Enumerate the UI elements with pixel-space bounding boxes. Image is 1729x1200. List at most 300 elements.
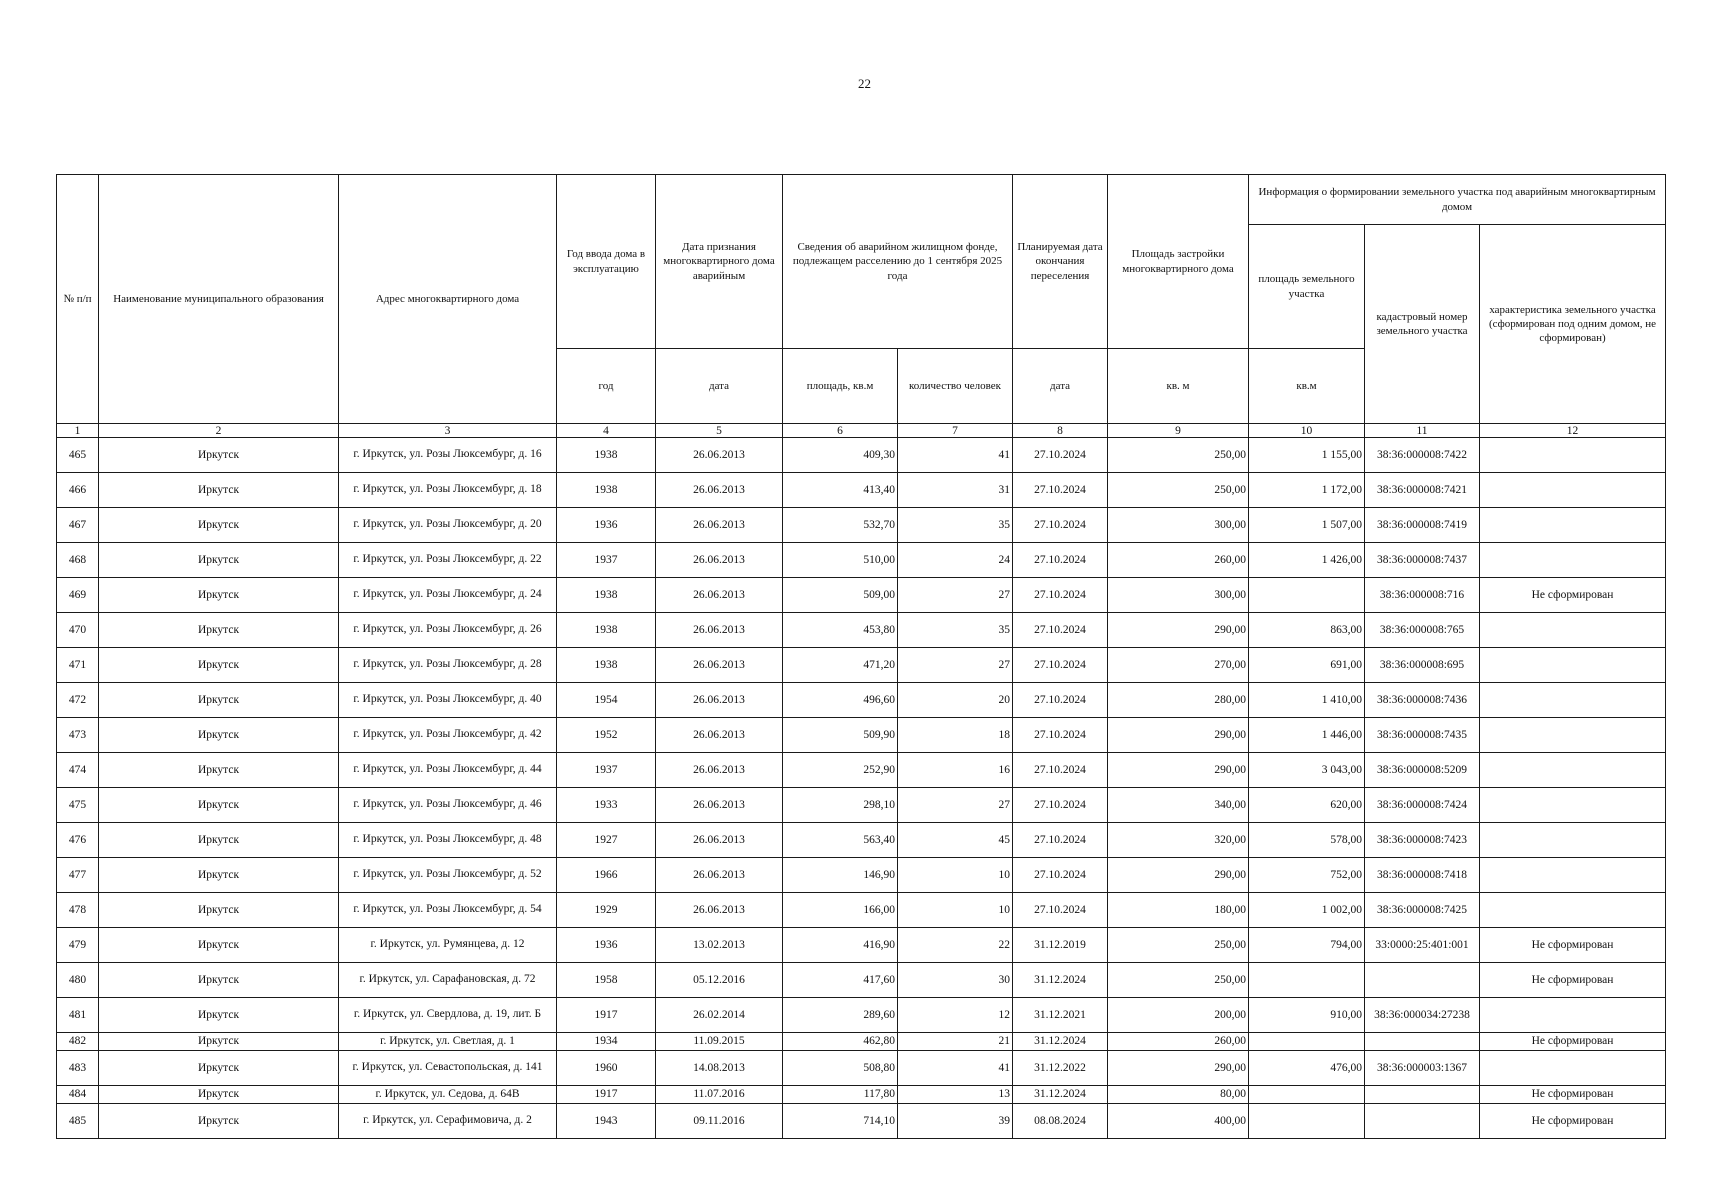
cell-number: 480 [57, 963, 99, 998]
cell-area: 563,40 [783, 823, 898, 858]
cell-number: 485 [57, 1104, 99, 1139]
cell-people: 30 [898, 963, 1013, 998]
table-row [57, 1033, 1666, 1051]
column-number: 4 [557, 424, 656, 438]
cell-recognition-date: 26.06.2013 [656, 718, 783, 753]
cell-land-area: 863,00 [1249, 613, 1365, 648]
cell-number: 478 [57, 893, 99, 928]
cell-area: 166,00 [783, 893, 898, 928]
table-row [57, 858, 1666, 893]
table-row [57, 648, 1666, 683]
cell-municipality: Иркутск [99, 788, 339, 823]
cell-building-area: 280,00 [1108, 683, 1249, 718]
cell-municipality: Иркутск [99, 823, 339, 858]
column-number: 5 [656, 424, 783, 438]
cell-address: г. Иркутск, ул. Розы Люксембург, д. 48 [339, 823, 557, 858]
cell-building-area: 290,00 [1108, 1051, 1249, 1086]
cell-land-characteristic [1480, 683, 1666, 718]
cell-people: 27 [898, 648, 1013, 683]
cell-address: г. Иркутск, ул. Розы Люксембург, д. 24 [339, 578, 557, 613]
cell-planned-date: 27.10.2024 [1013, 788, 1108, 823]
cell-number: 469 [57, 578, 99, 613]
header-municipality: Наименование муниципального образования [99, 175, 339, 424]
cell-address: г. Иркутск, ул. Свердлова, д. 19, лит. Б [339, 998, 557, 1033]
cell-cadastral-number: 38:36:000008:7435 [1365, 718, 1480, 753]
cell-planned-date: 27.10.2024 [1013, 753, 1108, 788]
cell-people: 24 [898, 543, 1013, 578]
cell-address: г. Иркутск, ул. Розы Люксембург, д. 22 [339, 543, 557, 578]
column-number: 11 [1365, 424, 1480, 438]
header-land-info: Информация о формировании земельного участка под аварийным многоквартирным домом [1249, 175, 1666, 225]
cell-land-characteristic [1480, 753, 1666, 788]
cell-number: 484 [57, 1086, 99, 1104]
cell-cadastral-number: 33:0000:25:401:001 [1365, 928, 1480, 963]
unit-year: год [557, 349, 656, 424]
cell-building-area: 180,00 [1108, 893, 1249, 928]
cell-people: 18 [898, 718, 1013, 753]
cell-municipality: Иркутск [99, 858, 339, 893]
cell-land-area [1249, 1033, 1365, 1051]
table-row [57, 893, 1666, 928]
cell-municipality: Иркутск [99, 438, 339, 473]
cell-building-area: 290,00 [1108, 718, 1249, 753]
cell-land-area: 1 446,00 [1249, 718, 1365, 753]
cell-municipality: Иркутск [99, 578, 339, 613]
cell-area: 496,60 [783, 683, 898, 718]
cell-people: 21 [898, 1033, 1013, 1051]
cell-land-characteristic [1480, 543, 1666, 578]
cell-number: 477 [57, 858, 99, 893]
cell-land-characteristic [1480, 1051, 1666, 1086]
cell-building-area: 250,00 [1108, 438, 1249, 473]
cell-number: 470 [57, 613, 99, 648]
cell-area: 508,80 [783, 1051, 898, 1086]
cell-number: 471 [57, 648, 99, 683]
cell-building-area: 260,00 [1108, 543, 1249, 578]
cell-number: 482 [57, 1033, 99, 1051]
cell-recognition-date: 26.06.2013 [656, 858, 783, 893]
cell-cadastral-number: 38:36:000003:1367 [1365, 1051, 1480, 1086]
cell-planned-date: 27.10.2024 [1013, 438, 1108, 473]
cell-land-area: 1 172,00 [1249, 473, 1365, 508]
cell-people: 10 [898, 893, 1013, 928]
header-recognition-date: Дата признания многоквартирного дома аварийным [656, 175, 783, 349]
cell-area: 471,20 [783, 648, 898, 683]
cell-address: г. Иркутск, ул. Розы Люксембург, д. 26 [339, 613, 557, 648]
column-number: 1 [57, 424, 99, 438]
cell-cadastral-number: 38:36:000008:7423 [1365, 823, 1480, 858]
cell-land-area: 752,00 [1249, 858, 1365, 893]
cell-municipality: Иркутск [99, 1051, 339, 1086]
cell-area: 714,10 [783, 1104, 898, 1139]
cell-people: 45 [898, 823, 1013, 858]
cell-planned-date: 31.12.2022 [1013, 1051, 1108, 1086]
cell-cadastral-number: 38:36:000008:765 [1365, 613, 1480, 648]
cell-planned-date: 27.10.2024 [1013, 578, 1108, 613]
cell-recognition-date: 26.06.2013 [656, 753, 783, 788]
cell-land-characteristic: Не сформирован [1480, 578, 1666, 613]
cell-address: г. Иркутск, ул. Серафимовича, д. 2 [339, 1104, 557, 1139]
header-address: Адрес многоквартирного дома [339, 175, 557, 424]
table-row [57, 718, 1666, 753]
cell-number: 479 [57, 928, 99, 963]
cell-year: 1934 [557, 1033, 656, 1051]
unit-people: количество человек [898, 349, 1013, 424]
cell-number: 475 [57, 788, 99, 823]
cell-planned-date: 31.12.2019 [1013, 928, 1108, 963]
cell-area: 298,10 [783, 788, 898, 823]
cell-cadastral-number: 38:36:000008:7421 [1365, 473, 1480, 508]
cell-year: 1938 [557, 613, 656, 648]
cell-land-area [1249, 963, 1365, 998]
column-number: 12 [1480, 424, 1666, 438]
cell-people: 31 [898, 473, 1013, 508]
cell-people: 13 [898, 1086, 1013, 1104]
cell-people: 22 [898, 928, 1013, 963]
cell-number: 468 [57, 543, 99, 578]
cell-building-area: 340,00 [1108, 788, 1249, 823]
cell-cadastral-number: 38:36:000008:7422 [1365, 438, 1480, 473]
cell-address: г. Иркутск, ул. Розы Люксембург, д. 52 [339, 858, 557, 893]
cell-recognition-date: 14.08.2013 [656, 1051, 783, 1086]
cell-address: г. Иркутск, ул. Розы Люксембург, д. 42 [339, 718, 557, 753]
cell-municipality: Иркутск [99, 893, 339, 928]
header-year: Год ввода дома в эксплуатацию [557, 175, 656, 349]
column-number: 3 [339, 424, 557, 438]
cell-cadastral-number [1365, 963, 1480, 998]
cell-land-characteristic: Не сформирован [1480, 1104, 1666, 1139]
cell-recognition-date: 26.06.2013 [656, 543, 783, 578]
table-row [57, 578, 1666, 613]
cell-land-characteristic [1480, 438, 1666, 473]
cell-cadastral-number: 38:36:000034:27238 [1365, 998, 1480, 1033]
table-row [57, 1104, 1666, 1139]
column-number: 9 [1108, 424, 1249, 438]
cell-area: 510,00 [783, 543, 898, 578]
cell-people: 35 [898, 508, 1013, 543]
cell-area: 409,30 [783, 438, 898, 473]
cell-cadastral-number: 38:36:000008:7437 [1365, 543, 1480, 578]
cell-recognition-date: 26.06.2013 [656, 613, 783, 648]
cell-land-characteristic: Не сформирован [1480, 1033, 1666, 1051]
cell-land-area: 620,00 [1249, 788, 1365, 823]
cell-building-area: 200,00 [1108, 998, 1249, 1033]
cell-address: г. Иркутск, ул. Розы Люксембург, д. 46 [339, 788, 557, 823]
cell-address: г. Иркутск, ул. Розы Люксембург, д. 54 [339, 893, 557, 928]
header-housing-fund: Сведения об аварийном жилищном фонде, подлежащем расселению до 1 сентября 2025 года [783, 175, 1013, 349]
cell-number: 465 [57, 438, 99, 473]
cell-address: г. Иркутск, ул. Розы Люксембург, д. 16 [339, 438, 557, 473]
cell-year: 1966 [557, 858, 656, 893]
cell-year: 1936 [557, 928, 656, 963]
cell-number: 476 [57, 823, 99, 858]
cell-land-area [1249, 1086, 1365, 1104]
cell-planned-date: 27.10.2024 [1013, 683, 1108, 718]
column-number: 6 [783, 424, 898, 438]
header-building-area: Площадь застройки многоквартирного дома [1108, 175, 1249, 349]
cell-address: г. Иркутск, ул. Розы Люксембург, д. 40 [339, 683, 557, 718]
cell-building-area: 300,00 [1108, 508, 1249, 543]
cell-address: г. Иркутск, ул. Румянцева, д. 12 [339, 928, 557, 963]
cell-planned-date: 27.10.2024 [1013, 858, 1108, 893]
cell-people: 16 [898, 753, 1013, 788]
column-number: 2 [99, 424, 339, 438]
table-row [57, 543, 1666, 578]
cell-cadastral-number: 38:36:000008:716 [1365, 578, 1480, 613]
cell-land-area: 794,00 [1249, 928, 1365, 963]
cell-planned-date: 31.12.2024 [1013, 1086, 1108, 1104]
unit-land-area: кв.м [1249, 349, 1365, 424]
cell-number: 474 [57, 753, 99, 788]
cell-land-characteristic [1480, 998, 1666, 1033]
cell-area: 146,90 [783, 858, 898, 893]
cell-area: 532,70 [783, 508, 898, 543]
cell-cadastral-number: 38:36:000008:7425 [1365, 893, 1480, 928]
cell-building-area: 300,00 [1108, 578, 1249, 613]
table-row [57, 438, 1666, 473]
header-land-area: площадь земельного участка [1249, 225, 1365, 349]
cell-planned-date: 31.12.2024 [1013, 1033, 1108, 1051]
cell-recognition-date: 26.06.2013 [656, 648, 783, 683]
cell-recognition-date: 26.06.2013 [656, 683, 783, 718]
column-number-row [57, 424, 1666, 438]
table-row [57, 1086, 1666, 1104]
cell-area: 416,90 [783, 928, 898, 963]
cell-year: 1938 [557, 578, 656, 613]
cell-municipality: Иркутск [99, 508, 339, 543]
cell-land-characteristic: Не сформирован [1480, 963, 1666, 998]
table-row [57, 683, 1666, 718]
cell-land-characteristic [1480, 648, 1666, 683]
cell-year: 1938 [557, 438, 656, 473]
cell-planned-date: 27.10.2024 [1013, 718, 1108, 753]
cell-land-characteristic [1480, 893, 1666, 928]
cell-municipality: Иркутск [99, 718, 339, 753]
cell-building-area: 250,00 [1108, 928, 1249, 963]
cell-people: 35 [898, 613, 1013, 648]
header-land-characteristic: характеристика земельного участка (сформирован под одним домом, не сформирован) [1480, 225, 1666, 424]
cell-people: 39 [898, 1104, 1013, 1139]
cell-municipality: Иркутск [99, 1086, 339, 1104]
table-row [57, 998, 1666, 1033]
cell-municipality: Иркутск [99, 648, 339, 683]
cell-land-characteristic: Не сформирован [1480, 1086, 1666, 1104]
cell-planned-date: 31.12.2021 [1013, 998, 1108, 1033]
cell-planned-date: 08.08.2024 [1013, 1104, 1108, 1139]
unit-planned-date: дата [1013, 349, 1108, 424]
cell-cadastral-number [1365, 1086, 1480, 1104]
cell-municipality: Иркутск [99, 683, 339, 718]
cell-year: 1937 [557, 753, 656, 788]
cell-number: 483 [57, 1051, 99, 1086]
unit-area: площадь, кв.м [783, 349, 898, 424]
cell-recognition-date: 26.06.2013 [656, 473, 783, 508]
cell-year: 1938 [557, 473, 656, 508]
cell-municipality: Иркутск [99, 753, 339, 788]
cell-number: 473 [57, 718, 99, 753]
cell-cadastral-number: 38:36:000008:695 [1365, 648, 1480, 683]
cell-people: 10 [898, 858, 1013, 893]
cell-year: 1929 [557, 893, 656, 928]
cell-people: 20 [898, 683, 1013, 718]
cell-planned-date: 27.10.2024 [1013, 893, 1108, 928]
cell-land-area: 578,00 [1249, 823, 1365, 858]
table-row [57, 508, 1666, 543]
cell-land-area: 1 002,00 [1249, 893, 1365, 928]
cell-cadastral-number: 38:36:000008:7419 [1365, 508, 1480, 543]
cell-area: 453,80 [783, 613, 898, 648]
table-header [57, 175, 1666, 438]
cell-municipality: Иркутск [99, 928, 339, 963]
table-row [57, 473, 1666, 508]
cell-year: 1917 [557, 1086, 656, 1104]
cell-area: 413,40 [783, 473, 898, 508]
cell-year: 1952 [557, 718, 656, 753]
cell-address: г. Иркутск, ул. Сарафановская, д. 72 [339, 963, 557, 998]
cell-recognition-date: 09.11.2016 [656, 1104, 783, 1139]
table-row [57, 928, 1666, 963]
column-number: 7 [898, 424, 1013, 438]
cell-people: 27 [898, 788, 1013, 823]
cell-address: г. Иркутск, ул. Седова, д. 64В [339, 1086, 557, 1104]
cell-year: 1933 [557, 788, 656, 823]
cell-building-area: 290,00 [1108, 858, 1249, 893]
cell-year: 1960 [557, 1051, 656, 1086]
cell-planned-date: 27.10.2024 [1013, 613, 1108, 648]
cell-recognition-date: 11.09.2015 [656, 1033, 783, 1051]
cell-area: 462,80 [783, 1033, 898, 1051]
cell-people: 27 [898, 578, 1013, 613]
cell-building-area: 320,00 [1108, 823, 1249, 858]
cell-area: 252,90 [783, 753, 898, 788]
cell-municipality: Иркутск [99, 1104, 339, 1139]
cell-land-characteristic [1480, 788, 1666, 823]
cell-building-area: 290,00 [1108, 613, 1249, 648]
cell-address: г. Иркутск, ул. Розы Люксембург, д. 18 [339, 473, 557, 508]
cell-cadastral-number [1365, 1033, 1480, 1051]
cell-municipality: Иркутск [99, 543, 339, 578]
cell-land-area: 1 155,00 [1249, 438, 1365, 473]
cell-cadastral-number: 38:36:000008:5209 [1365, 753, 1480, 788]
cell-number: 472 [57, 683, 99, 718]
cell-year: 1938 [557, 648, 656, 683]
cell-land-characteristic [1480, 508, 1666, 543]
unit-building-area: кв. м [1108, 349, 1249, 424]
cell-land-area: 3 043,00 [1249, 753, 1365, 788]
cell-land-area: 691,00 [1249, 648, 1365, 683]
unit-date: дата [656, 349, 783, 424]
table-row [57, 1051, 1666, 1086]
cell-address: г. Иркутск, ул. Розы Люксембург, д. 28 [339, 648, 557, 683]
cell-area: 509,00 [783, 578, 898, 613]
cell-people: 41 [898, 1051, 1013, 1086]
cell-recognition-date: 26.06.2013 [656, 438, 783, 473]
cell-year: 1936 [557, 508, 656, 543]
cell-area: 117,80 [783, 1086, 898, 1104]
cell-address: г. Иркутск, ул. Розы Люксембург, д. 44 [339, 753, 557, 788]
cell-recognition-date: 26.02.2014 [656, 998, 783, 1033]
cell-municipality: Иркутск [99, 473, 339, 508]
cell-land-area [1249, 1104, 1365, 1139]
header-cadastral-number: кадастровый номер земельного участка [1365, 225, 1480, 424]
cell-planned-date: 31.12.2024 [1013, 963, 1108, 998]
cell-address: г. Иркутск, ул. Севастопольская, д. 141 [339, 1051, 557, 1086]
table-row [57, 788, 1666, 823]
cell-land-characteristic [1480, 613, 1666, 648]
cell-year: 1917 [557, 998, 656, 1033]
cell-recognition-date: 26.06.2013 [656, 578, 783, 613]
cell-planned-date: 27.10.2024 [1013, 543, 1108, 578]
table-row [57, 613, 1666, 648]
header-planned-date: Планируемая дата окончания переселения [1013, 175, 1108, 349]
cell-municipality: Иркутск [99, 963, 339, 998]
cell-land-characteristic [1480, 823, 1666, 858]
cell-building-area: 290,00 [1108, 753, 1249, 788]
cell-planned-date: 27.10.2024 [1013, 823, 1108, 858]
table-row [57, 753, 1666, 788]
cell-building-area: 80,00 [1108, 1086, 1249, 1104]
cell-municipality: Иркутск [99, 613, 339, 648]
cell-year: 1958 [557, 963, 656, 998]
table-row [57, 963, 1666, 998]
cell-year: 1943 [557, 1104, 656, 1139]
cell-cadastral-number [1365, 1104, 1480, 1139]
cell-land-characteristic [1480, 473, 1666, 508]
cell-area: 289,60 [783, 998, 898, 1033]
cell-planned-date: 27.10.2024 [1013, 473, 1108, 508]
cell-address: г. Иркутск, ул. Светлая, д. 1 [339, 1033, 557, 1051]
cell-address: г. Иркутск, ул. Розы Люксембург, д. 20 [339, 508, 557, 543]
cell-land-area: 1 507,00 [1249, 508, 1365, 543]
cell-planned-date: 27.10.2024 [1013, 508, 1108, 543]
cell-building-area: 250,00 [1108, 963, 1249, 998]
cell-recognition-date: 05.12.2016 [656, 963, 783, 998]
cell-building-area: 250,00 [1108, 473, 1249, 508]
cell-land-area: 1 426,00 [1249, 543, 1365, 578]
cell-year: 1937 [557, 543, 656, 578]
cell-building-area: 400,00 [1108, 1104, 1249, 1139]
cell-land-area [1249, 578, 1365, 613]
cell-year: 1954 [557, 683, 656, 718]
cell-number: 467 [57, 508, 99, 543]
column-number: 8 [1013, 424, 1108, 438]
cell-building-area: 270,00 [1108, 648, 1249, 683]
cell-land-area: 1 410,00 [1249, 683, 1365, 718]
cell-municipality: Иркутск [99, 1033, 339, 1051]
cell-recognition-date: 26.06.2013 [656, 508, 783, 543]
cell-recognition-date: 11.07.2016 [656, 1086, 783, 1104]
cell-recognition-date: 13.02.2013 [656, 928, 783, 963]
cell-land-characteristic: Не сформирован [1480, 928, 1666, 963]
cell-people: 41 [898, 438, 1013, 473]
cell-land-area: 476,00 [1249, 1051, 1365, 1086]
column-number: 10 [1249, 424, 1365, 438]
cell-number: 466 [57, 473, 99, 508]
cell-area: 417,60 [783, 963, 898, 998]
cell-land-characteristic [1480, 718, 1666, 753]
cell-people: 12 [898, 998, 1013, 1033]
cell-recognition-date: 26.06.2013 [656, 788, 783, 823]
cell-cadastral-number: 38:36:000008:7436 [1365, 683, 1480, 718]
page-number: 22 [858, 76, 871, 91]
cell-area: 509,90 [783, 718, 898, 753]
cell-cadastral-number: 38:36:000008:7424 [1365, 788, 1480, 823]
cell-building-area: 260,00 [1108, 1033, 1249, 1051]
header-number: № п/п [57, 175, 99, 424]
cell-recognition-date: 26.06.2013 [656, 823, 783, 858]
cell-municipality: Иркутск [99, 998, 339, 1033]
table-row [57, 823, 1666, 858]
